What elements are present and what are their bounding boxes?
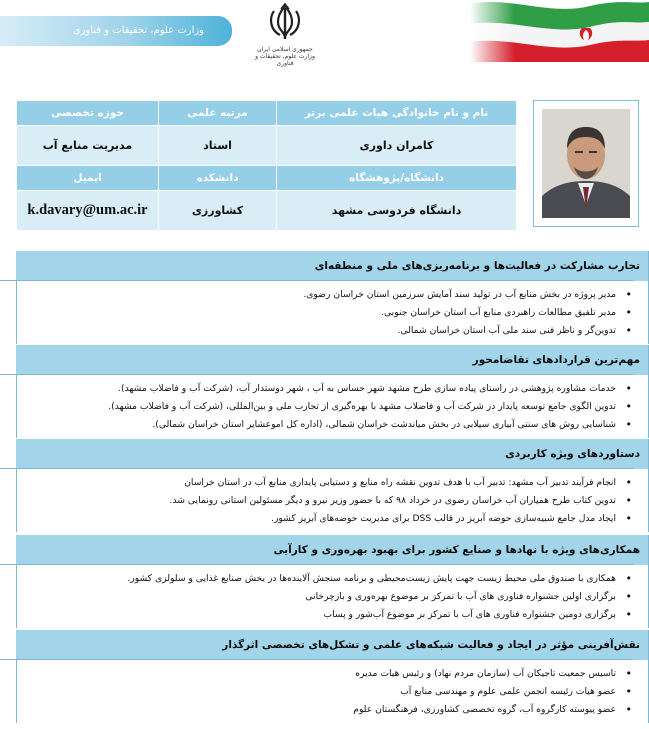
section-header	[16, 630, 649, 660]
ministry-emblem	[255, 2, 315, 68]
list-item: • تدوین کتاب طرح همیاران آب خراسان رضوی در خرداد ۹۸ که با حضور وزیر نیرو و دیگر مسئولین استانی رونمایی شد.	[23, 494, 638, 508]
value-rank: استاد	[159, 126, 277, 166]
value-university: دانشگاه فردوسی مشهد	[277, 191, 517, 231]
list-item: • برگزاری دومین جشنواره فناوری های آب با تمرکز بر موضوع آب‌شور و پساب	[23, 608, 638, 622]
section-title: دستاوردهای ویژه کاربردی	[505, 448, 640, 460]
list-item: • برگزاری اولین جشنواره فناوری های آب با تمرکز بر موضوع بهره‌وری و بازچرخانی	[23, 590, 638, 604]
list-item: • همکاری با صندوق ملی محیط زیست جهت پایش زیست‌محیطی و برنامه سنجش آلاینده‌ها در بخش صنایع غذایی و سلولزی کشور.	[23, 572, 638, 586]
section-collaborations	[16, 535, 649, 628]
value-name: کامران داوری	[277, 126, 517, 166]
header-name: نام و نام خانوادگی هیات علمی برتر	[277, 101, 517, 126]
section-header	[16, 535, 649, 565]
section-body	[16, 565, 649, 628]
header-field: حوزه تخصصی	[17, 101, 159, 126]
list-item: • عضو پیوسته کارگروه آب، گروه تخصصی کشاورزی، فرهنگستان علوم	[23, 703, 638, 717]
ministry-label: وزارت علوم، تحقیقات و فناوری	[72, 25, 204, 36]
value-field: مدیریت منابع آب	[17, 126, 159, 166]
header-university: دانشگاه/پژوهشگاه	[277, 166, 517, 191]
list-item: • عضو هیات رئیسه انجمن علمی علوم و مهندسی منابع آب	[23, 685, 638, 699]
list-item: • مدیر تلفیق مطالعات راهبردی منابع آب استان خراسان جنوبی.	[23, 306, 638, 320]
iran-emblem-icon	[265, 2, 305, 42]
header-email: ایمیل	[17, 166, 159, 191]
section-body	[16, 660, 649, 723]
list-item: • انجام فرآیند تدبیر آب مشهد: تدبیر آب با هدف تدوین نقشه راه منابع و دستیابی پایداری منابع آب در استان خراسان	[23, 476, 638, 490]
list-item: • تاسیس جمعیت تاجیکان آب (سازمان مردم نهاد) و رئیس هیات مدیره	[23, 667, 638, 681]
section-title: تجارب مشارکت در فعالیت‌ها و برنامه‌ریزی‌های ملی و منطقه‌ای	[314, 260, 640, 272]
value-faculty: کشاورزی	[159, 191, 277, 231]
section-body	[16, 281, 649, 344]
section-body	[16, 469, 649, 532]
section-title: نقش‌آفرینی مؤثر در ایجاد و فعالیت شبکه‌های علمی و تشکل‌های تخصصی اثرگذار	[222, 639, 640, 651]
section-header	[16, 251, 649, 281]
header-rank: مرتبه علمی	[159, 101, 277, 126]
section-title: مهم‌ترین قراردادهای تقاضامحور	[472, 354, 640, 366]
section-networks	[16, 630, 649, 723]
emblem-caption: جمهوری اسلامی ایران	[257, 46, 313, 53]
section-contracts	[16, 345, 649, 438]
list-item: • تدوین الگوی جامع توسعه پایدار در شرکت آب و فاضلاب مشهد با بهره‌گیری از تجارب ملی و بین‌المللی، (شرکت آب و فاضلاب مشهد).	[23, 400, 638, 414]
ministry-banner	[0, 16, 232, 46]
iran-flag	[470, 0, 649, 62]
list-item: • خدمات مشاوره پژوهشی در راستای پیاده سازی طرح مشهد شهر حساس به آب ، شهر دوستدار آب، (شرکت آب و فاضلاب مشهد).	[23, 382, 638, 396]
list-item: • ایجاد مدل جامع شبیه‌سازی حوضه آبریز در قالب DSS برای مدیریت حوضه‌های آبریز کشور.	[23, 512, 638, 526]
section-header	[16, 345, 649, 375]
header-faculty: دانشکده	[159, 166, 277, 191]
section-header	[16, 439, 649, 469]
section-national-activities	[16, 251, 649, 344]
value-email: k.davary@um.ac.ir	[17, 191, 159, 231]
section-achievements	[16, 439, 649, 532]
list-item: • مدیر پروژه در بخش منابع آب در تولید سند آمایش سرزمین استان خراسان رضوی.	[23, 288, 638, 302]
page-header	[0, 0, 649, 72]
emblem-caption-ministry: وزارت علوم، تحقیقات و فناوری	[255, 53, 315, 67]
flag-icon	[470, 0, 649, 62]
section-title: همکاری‌های ویژه با نهادها و صنایع کشور برای بهبود بهره‌وری و کارآیی	[273, 544, 640, 556]
profile-photo	[533, 100, 639, 227]
profile-table	[16, 100, 517, 231]
list-item: • تدوین‌گر و ناظر فنی سند ملی آب استان خراسان شمالی.	[23, 324, 638, 338]
person-photo-icon	[534, 101, 638, 226]
section-body	[16, 375, 649, 438]
list-item: • شناسایی روش های سنتی آبیاری سیلابی در بخش میاندشت خراسان شمالی، (اداره کل اموعشایر استان خراسان شمالی).	[23, 418, 638, 432]
